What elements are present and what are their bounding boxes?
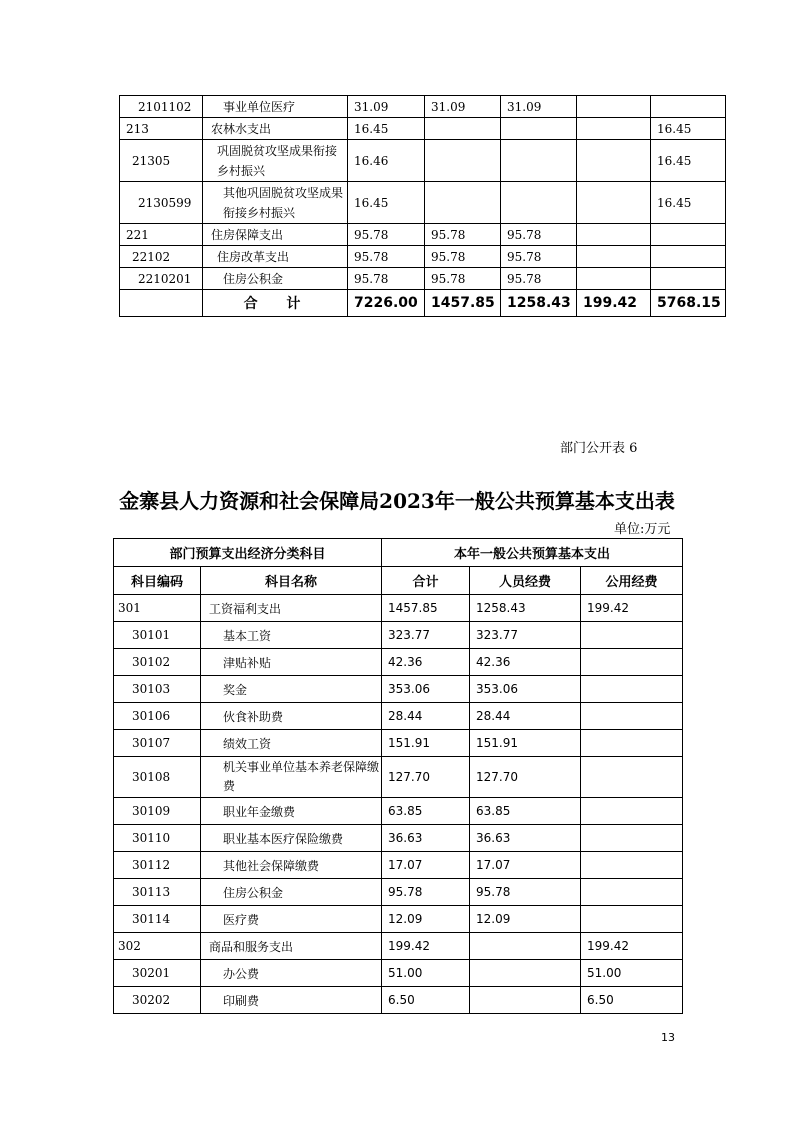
personnel-amount: 1258.43: [470, 595, 581, 622]
subject-name: 其他社会保障缴费: [201, 852, 382, 879]
total-amount: 199.42: [577, 290, 651, 317]
subject-code: 30110: [114, 825, 201, 852]
personnel-amount: 353.06: [470, 676, 581, 703]
main-table-body: [114, 595, 683, 1014]
subject-code: 30103: [114, 676, 201, 703]
personnel-amount: 42.36: [470, 649, 581, 676]
amount-cell: [425, 118, 501, 140]
personnel-amount: 12.09: [470, 906, 581, 933]
total-amount: 6.50: [382, 987, 470, 1014]
table-row: [114, 933, 683, 960]
public-amount: [581, 852, 683, 879]
subject-code: 30101: [114, 622, 201, 649]
table-row: [114, 987, 683, 1014]
subject-name: 住房改革支出: [203, 246, 348, 268]
group-header-classification: 部门预算支出经济分类科目: [114, 539, 382, 567]
table-row: [114, 703, 683, 730]
amount-cell: [577, 246, 651, 268]
total-label: 合 计: [203, 290, 348, 317]
subject-code: 2101102: [120, 96, 203, 118]
total-amount: 1457.85: [382, 595, 470, 622]
total-row: [120, 290, 726, 317]
amount-cell: 95.78: [501, 224, 577, 246]
public-amount: 199.42: [581, 933, 683, 960]
amount-cell: 95.78: [348, 246, 425, 268]
subject-name: 津贴补贴: [201, 649, 382, 676]
subject-code: 21305: [120, 140, 203, 182]
public-amount: [581, 622, 683, 649]
col-header-personnel: 人员经费: [470, 567, 581, 595]
subject-name: 住房公积金: [201, 879, 382, 906]
total-amount: 5768.15: [651, 290, 726, 317]
public-amount: 6.50: [581, 987, 683, 1014]
subject-name: 印刷费: [201, 987, 382, 1014]
col-header-name: 科目名称: [201, 567, 382, 595]
subject-name: 基本工资: [201, 622, 382, 649]
total-amount: 42.36: [382, 649, 470, 676]
public-amount: [581, 703, 683, 730]
subject-name: 伙食补助费: [201, 703, 382, 730]
group-header-row: [114, 539, 683, 567]
amount-cell: [651, 246, 726, 268]
personnel-amount: [470, 960, 581, 987]
subject-code: 30102: [114, 649, 201, 676]
table-row: [120, 268, 726, 290]
personnel-amount: 323.77: [470, 622, 581, 649]
total-amount: 199.42: [382, 933, 470, 960]
subject-code: 22102: [120, 246, 203, 268]
subject-name: 绩效工资: [201, 730, 382, 757]
table-row: [120, 118, 726, 140]
amount-cell: 16.45: [348, 118, 425, 140]
amount-cell: 16.46: [348, 140, 425, 182]
subject-name: 职业年金缴费: [201, 798, 382, 825]
total-amount: 28.44: [382, 703, 470, 730]
group-header-basic-expenditure: 本年一般公共预算基本支出: [382, 539, 683, 567]
total-amount: 63.85: [382, 798, 470, 825]
personnel-amount: 151.91: [470, 730, 581, 757]
amount-cell: 95.78: [425, 246, 501, 268]
subject-code: 2210201: [120, 268, 203, 290]
subject-name: 事业单位医疗: [203, 96, 348, 118]
subject-code: 30202: [114, 987, 201, 1014]
subject-code: 221: [120, 224, 203, 246]
amount-cell: 31.09: [501, 96, 577, 118]
subject-name: 职业基本医疗保险缴费: [201, 825, 382, 852]
subject-code: 2130599: [120, 182, 203, 224]
amount-cell: [651, 224, 726, 246]
subject-name: 农林水支出: [203, 118, 348, 140]
amount-cell: [577, 182, 651, 224]
amount-cell: [501, 182, 577, 224]
table-row: [114, 676, 683, 703]
amount-cell: 16.45: [651, 118, 726, 140]
amount-cell: 31.09: [425, 96, 501, 118]
amount-cell: 95.78: [425, 268, 501, 290]
col-header-total: 合计: [382, 567, 470, 595]
subject-code: 30113: [114, 879, 201, 906]
col-header-public: 公用经费: [581, 567, 683, 595]
subject-code: 301: [114, 595, 201, 622]
personnel-amount: 17.07: [470, 852, 581, 879]
amount-cell: [651, 96, 726, 118]
col-header-code: 科目编码: [114, 567, 201, 595]
personnel-amount: 28.44: [470, 703, 581, 730]
page-title: 金寨县人力资源和社会保障局2023年一般公共预算基本支出表: [119, 489, 675, 513]
subject-code: 213: [120, 118, 203, 140]
total-amount: 95.78: [382, 879, 470, 906]
public-amount: [581, 825, 683, 852]
prior-expenditure-table: [119, 95, 726, 317]
sheet-number: 部门公开表 6: [560, 441, 638, 456]
public-amount: [581, 649, 683, 676]
total-amount: 127.70: [382, 757, 470, 798]
subject-name: 医疗费: [201, 906, 382, 933]
total-amount: 323.77: [382, 622, 470, 649]
page-number: 13: [661, 1031, 675, 1044]
table-row: [114, 595, 683, 622]
amount-cell: 16.45: [348, 182, 425, 224]
basic-expenditure-table: [113, 538, 683, 1014]
table-row: [114, 960, 683, 987]
table-row: [114, 825, 683, 852]
total-amount: 51.00: [382, 960, 470, 987]
table-row: [114, 649, 683, 676]
amount-cell: 16.45: [651, 140, 726, 182]
personnel-amount: [470, 933, 581, 960]
subject-name: 商品和服务支出: [201, 933, 382, 960]
personnel-amount: 95.78: [470, 879, 581, 906]
total-amount: 353.06: [382, 676, 470, 703]
public-amount: 199.42: [581, 595, 683, 622]
subject-name: 办公费: [201, 960, 382, 987]
amount-cell: [425, 140, 501, 182]
amount-cell: [577, 224, 651, 246]
personnel-amount: [470, 987, 581, 1014]
table-row: [120, 246, 726, 268]
public-amount: [581, 676, 683, 703]
table-row: [120, 182, 726, 224]
amount-cell: [651, 268, 726, 290]
subject-code: 30107: [114, 730, 201, 757]
amount-cell: 95.78: [501, 246, 577, 268]
amount-cell: 95.78: [425, 224, 501, 246]
amount-cell: 31.09: [348, 96, 425, 118]
table-row: [114, 906, 683, 933]
amount-cell: [577, 140, 651, 182]
subject-code: 302: [114, 933, 201, 960]
table-row: [114, 879, 683, 906]
amount-cell: [501, 118, 577, 140]
subject-code: 30201: [114, 960, 201, 987]
table-row: [114, 852, 683, 879]
amount-cell: 95.78: [501, 268, 577, 290]
amount-cell: 95.78: [348, 224, 425, 246]
total-amount: 7226.00: [348, 290, 425, 317]
amount-cell: 16.45: [651, 182, 726, 224]
subject-name: 机关事业单位基本养老保障缴费: [201, 757, 382, 798]
total-amount: 36.63: [382, 825, 470, 852]
public-amount: [581, 730, 683, 757]
amount-cell: [577, 268, 651, 290]
amount-cell: [501, 140, 577, 182]
total-amount: 17.07: [382, 852, 470, 879]
public-amount: [581, 906, 683, 933]
total-code-cell: [120, 290, 203, 317]
table-row: [120, 224, 726, 246]
table-row: [114, 622, 683, 649]
amount-cell: [577, 96, 651, 118]
total-amount: 1258.43: [501, 290, 577, 317]
total-amount: 12.09: [382, 906, 470, 933]
subject-code: 30109: [114, 798, 201, 825]
personnel-amount: 127.70: [470, 757, 581, 798]
subject-name: 其他巩固脱贫攻坚成果衔接乡村振兴: [203, 182, 348, 224]
prior-table-body: [120, 96, 726, 317]
total-amount: 151.91: [382, 730, 470, 757]
personnel-amount: 36.63: [470, 825, 581, 852]
amount-cell: 95.78: [348, 268, 425, 290]
table-row: [120, 140, 726, 182]
personnel-amount: 63.85: [470, 798, 581, 825]
subject-name: 奖金: [201, 676, 382, 703]
subject-name: 工资福利支出: [201, 595, 382, 622]
table-row: [114, 730, 683, 757]
public-amount: [581, 798, 683, 825]
subject-code: 30106: [114, 703, 201, 730]
total-amount: 1457.85: [425, 290, 501, 317]
public-amount: 51.00: [581, 960, 683, 987]
subject-code: 30108: [114, 757, 201, 798]
subject-name: 巩固脱贫攻坚成果衔接乡村振兴: [203, 140, 348, 182]
public-amount: [581, 757, 683, 798]
table-row: [114, 798, 683, 825]
unit-label: 单位:万元: [614, 522, 671, 537]
column-header-row: [114, 567, 683, 595]
subject-code: 30112: [114, 852, 201, 879]
table-row: [114, 757, 683, 798]
subject-name: 住房公积金: [203, 268, 348, 290]
table-row: [120, 96, 726, 118]
amount-cell: [577, 118, 651, 140]
subject-name: 住房保障支出: [203, 224, 348, 246]
subject-code: 30114: [114, 906, 201, 933]
public-amount: [581, 879, 683, 906]
amount-cell: [425, 182, 501, 224]
